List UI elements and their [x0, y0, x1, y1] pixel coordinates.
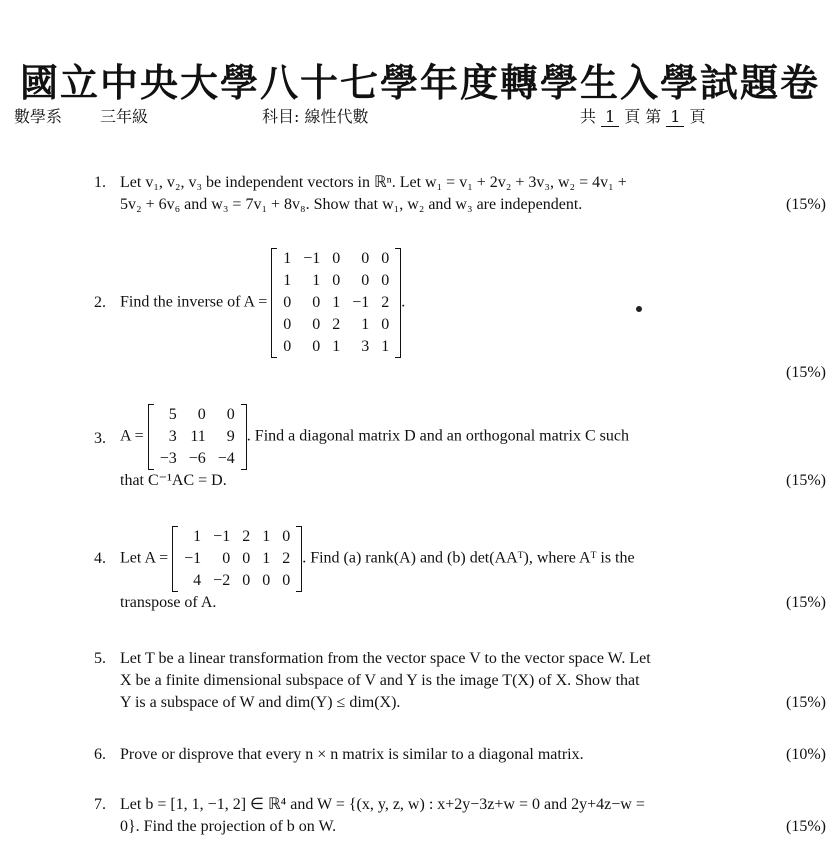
matrix-entry: 0	[197, 406, 206, 423]
pages-mid: 頁 第	[624, 107, 662, 126]
matrix-a	[148, 404, 247, 470]
subject: 科目: 線性代數	[262, 107, 369, 126]
matrix-entry: 0	[283, 338, 292, 355]
problem-text: Prove or disprove that every n × n matrix is similar to a diagonal matrix.	[120, 746, 584, 763]
points: (10%)	[786, 746, 826, 763]
problem-text: transpose of A.	[120, 594, 217, 611]
matrix-entry: −1	[303, 250, 321, 267]
matrix-entry: −1	[184, 550, 202, 567]
pages-total-prefix: 共	[580, 107, 597, 126]
matrix-entry: −3	[159, 450, 177, 467]
problem-2	[94, 248, 826, 384]
problem-text: . Find a diagonal matrix D and an orthogonal matrix C such	[246, 427, 629, 445]
problem-number: 1.	[94, 174, 106, 191]
matrix-entry: −1	[213, 528, 231, 545]
matrix-entry: 4	[193, 572, 202, 589]
problem-text: Y is a subspace of W and dim(Y) ≤ dim(X).	[120, 694, 401, 711]
matrix-entry: 0	[283, 316, 292, 333]
matrix-entry: 0	[381, 316, 390, 333]
problem-text: X be a finite dimensional subspace of V and Y is the image T(X) of X. Show that	[120, 672, 640, 689]
exam-title: 國立中央大學八十七學年度轉學生入學試題卷	[19, 60, 820, 105]
matrix-entry: 1	[262, 550, 271, 567]
matrix-row	[154, 404, 241, 426]
matrix-entry: 0	[282, 528, 291, 545]
matrix-entry: −6	[188, 450, 206, 467]
matrix-entry: 0	[361, 272, 370, 289]
problem-6	[94, 744, 826, 766]
page-count	[580, 104, 706, 127]
matrix-entry: −2	[213, 572, 231, 589]
grade: 三年級	[100, 107, 149, 126]
matrix-row	[154, 426, 241, 448]
matrix-entry: 3	[361, 338, 370, 355]
matrix-entry: −1	[352, 294, 370, 311]
matrix-entry: 0	[361, 250, 370, 267]
problem-text: Let T be a linear transformation from the vector space V to the vector space W. Let	[120, 650, 651, 667]
problem-text: Let A =	[120, 549, 169, 567]
matrix-row	[178, 526, 296, 548]
problem-number: 4.	[94, 550, 106, 567]
matrix-entry: 2	[381, 294, 390, 311]
matrix-entry: 11	[190, 428, 206, 445]
points: (15%)	[786, 196, 826, 213]
matrix-entry: 1	[193, 528, 202, 545]
problem-text: . Find (a) rank(A) and (b) det(AAᵀ), where Aᵀ is the	[302, 549, 635, 567]
matrix-entry: 2	[282, 550, 291, 567]
matrix-entry: 1	[361, 316, 370, 333]
matrix-entry: 0	[312, 294, 321, 311]
points: (15%)	[786, 694, 826, 711]
problem-number: 7.	[94, 796, 106, 813]
scan-speck	[636, 306, 642, 312]
matrix-row	[178, 570, 296, 592]
matrix-entry: 0	[332, 250, 341, 267]
matrix-entry: 0	[226, 406, 235, 423]
problem-text: that C⁻¹AC = D.	[120, 472, 227, 489]
matrix-a	[271, 248, 401, 358]
matrix-entry: 9	[226, 428, 235, 445]
matrix-entry: 1	[332, 338, 341, 355]
matrix-entry: 2	[332, 316, 341, 333]
points: (15%)	[786, 594, 826, 611]
problem-5	[94, 648, 826, 714]
matrix-entry: 0	[312, 338, 321, 355]
pages-suffix: 頁	[689, 107, 706, 126]
matrix-entry: 0	[381, 272, 390, 289]
problem-3	[94, 404, 826, 492]
problem-number: 3.	[94, 430, 106, 447]
matrix-entry: 0	[283, 294, 292, 311]
pages-total: 1	[601, 107, 619, 127]
matrix-row	[277, 314, 395, 336]
matrix-entry: 0	[381, 250, 390, 267]
problem-4	[94, 526, 826, 614]
matrix-entry: 0	[282, 572, 291, 589]
department: 數學系	[14, 107, 63, 126]
matrix-entry: 0	[242, 550, 251, 567]
problem-7	[94, 794, 826, 838]
problem-number: 2.	[94, 294, 106, 311]
points: (15%)	[786, 818, 826, 835]
matrix-row	[277, 248, 395, 270]
matrix-row	[277, 270, 395, 292]
problem-text: Let b = [1, 1, −1, 2] ∈ ℝ⁴ and W = {(x, y, z, w) : x+2y−3z+w = 0 and 2y+4z−w =	[120, 796, 645, 813]
problem-text: Let v₁, v₂, v₃ be independent vectors in ℝⁿ. Let w₁ = v₁ + 2v₂ + 3v₃, w₂ = 4v₁ +	[120, 174, 627, 191]
problem-number: 6.	[94, 746, 106, 763]
points: (15%)	[786, 364, 826, 381]
points: (15%)	[786, 472, 826, 489]
matrix-entry: 1	[332, 294, 341, 311]
matrix-a	[172, 526, 302, 592]
matrix-entry: 2	[242, 528, 251, 545]
matrix-entry: 0	[222, 550, 231, 567]
problem-text: Find the inverse of A =	[120, 293, 268, 311]
matrix-entry: 5	[168, 406, 177, 423]
problem-1	[94, 172, 826, 216]
matrix-entry: 0	[312, 316, 321, 333]
matrix-row	[178, 548, 296, 570]
matrix-entry: 1	[283, 250, 292, 267]
problem-text: A =	[120, 427, 144, 445]
problem-text: 5v₂ + 6v₆ and w₃ = 7v₁ + 8v₈. Show that w₁, w₂ and w₃ are independent.	[120, 196, 583, 213]
problem-text: 0}. Find the projection of b on W.	[120, 818, 337, 835]
matrix-entry: 0	[262, 572, 271, 589]
matrix-entry: −4	[217, 450, 235, 467]
matrix-row	[277, 336, 395, 358]
matrix-entry: 0	[332, 272, 341, 289]
matrix-entry: 3	[168, 428, 177, 445]
problem-number: 5.	[94, 650, 106, 667]
matrix-entry: 1	[312, 272, 321, 289]
matrix-entry: 1	[283, 272, 292, 289]
matrix-entry: 1	[381, 338, 390, 355]
matrix-row	[277, 292, 395, 314]
problem-text: .	[401, 293, 406, 311]
matrix-entry: 0	[242, 572, 251, 589]
matrix-entry: 1	[262, 528, 271, 545]
pages-current: 1	[666, 107, 684, 127]
matrix-row	[154, 448, 241, 470]
